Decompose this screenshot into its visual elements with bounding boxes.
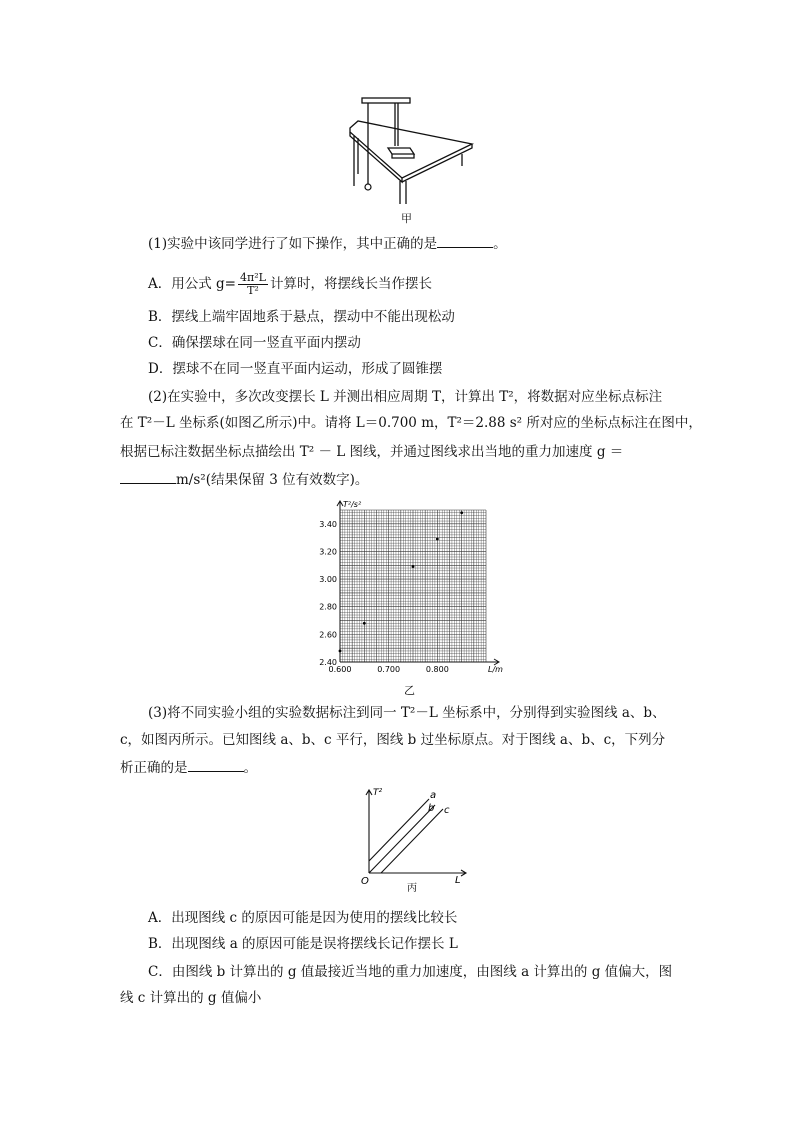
q3-answer-blank[interactable] — [188, 759, 244, 772]
q3-line-1: (3)将不同实验小组的实验数据标注到同一 T²－L 坐标系中，分别得到实验图线 a、b、 — [148, 705, 666, 721]
fig-bing-y-label: T² — [373, 788, 383, 798]
q2-line-4 — [120, 471, 368, 489]
formula-fraction — [238, 272, 268, 297]
formula-denominator: T² — [247, 284, 259, 297]
q1-option-b: B．摆线上端牢固地系于悬点，摆动中不能出现松动 — [148, 309, 455, 325]
q2-line-4-text: m/s²(结果保留 3 位有效数字)。 — [176, 472, 369, 488]
q1-answer-blank[interactable] — [437, 235, 493, 248]
fig-bing-label-b: b — [428, 803, 435, 814]
data-point — [436, 538, 439, 541]
q3-option-b: B．出现图线 a 的原因可能是误将摆线长记作摆长 L — [148, 936, 458, 952]
q1-option-c: C．确保摆球在同一竖直平面内摆动 — [148, 335, 361, 351]
parallel-lines-figure — [355, 785, 475, 900]
q3-line-2: c，如图丙所示。已知图线 a、b、c 平行，图线 b 过坐标原点。对于图线 a、b、c，下列分 — [120, 732, 666, 748]
q1-option-a-prefix: A．用公式 g= — [148, 276, 236, 292]
data-point — [363, 622, 366, 625]
fig-bing-label-c: c — [444, 805, 450, 816]
q1-stem-suffix: 。 — [493, 236, 507, 252]
q1-stem: (1)实验中该同学进行了如下操作，其中正确的是 — [148, 236, 438, 252]
formula-numerator: 4π²L — [240, 271, 266, 284]
q3-option-c-line-1: C．由图线 b 计算出的 g 值最接近当地的重力加速度，由图线 a 计算出的 g 值偏大，图 — [148, 964, 673, 980]
y-tick-label: 3.20 — [319, 547, 337, 557]
q3-option-c-line-2: 线 c 计算出的 g 值偏小 — [120, 990, 262, 1006]
q1-stem-line — [148, 235, 507, 253]
y-tick-label: 2.80 — [319, 602, 337, 612]
fig-bing-x-label: L — [455, 875, 461, 886]
q1-option-a-suffix: 计算时，将摆线长当作摆长 — [269, 276, 432, 292]
q1-option-a — [148, 272, 432, 297]
q1-option-d: D．摆球不在同一竖直平面内运动，形成了圆锥摆 — [148, 361, 443, 377]
y-tick-label: 3.00 — [319, 575, 337, 585]
figure-caption-jia: 甲 — [401, 212, 412, 225]
line-b — [369, 805, 435, 873]
q2-line-2: 在 T²－L 坐标系(如图乙所示)中。请将 L＝0.700 m，T²＝2.88 s² 所对应的坐标点标注在图中， — [120, 415, 702, 431]
q2-line-3: 根据已标注数据坐标点描绘出 T² － L 图线，并通过图线求出当地的重力加速度 g ＝ — [120, 444, 624, 460]
t2-vs-l-chart — [310, 498, 510, 678]
data-point — [339, 650, 342, 653]
x-tick-label: 0.600 — [328, 665, 352, 674]
q2-line-1: (2)在实验中，多次改变摆长 L 并测出相应周期 T，计算出 T²，将数据对应坐标点标注 — [148, 389, 663, 405]
y-tick-label: 2.60 — [319, 630, 337, 640]
q3-line-3-prefix: 析正确的是 — [120, 760, 188, 776]
x-tick-label: 0.700 — [377, 665, 401, 674]
x-tick-label: 0.800 — [425, 665, 449, 674]
fig-bing-label-a: a — [430, 790, 437, 801]
fig-bing-origin: O — [361, 876, 369, 887]
figure-caption-yi: 乙 — [404, 684, 415, 697]
q3-line-3 — [120, 759, 257, 777]
data-point — [460, 511, 463, 514]
pendulum-apparatus-figure — [340, 88, 490, 208]
line-a — [369, 799, 429, 861]
line-c — [381, 809, 443, 873]
x-axis-label: L/m — [488, 665, 503, 674]
q3-option-a: A．出现图线 c 的原因可能是因为使用的摆线比较长 — [148, 910, 458, 926]
q3-line-3-suffix: 。 — [243, 760, 257, 776]
y-tick-label: 3.40 — [319, 519, 337, 529]
q2-answer-blank[interactable] — [120, 471, 176, 484]
fig-bing-caption: 丙 — [407, 883, 417, 894]
data-point — [412, 565, 415, 568]
y-tick-label: 2.40 — [319, 658, 337, 667]
y-axis-label: T²/s² — [343, 500, 362, 509]
